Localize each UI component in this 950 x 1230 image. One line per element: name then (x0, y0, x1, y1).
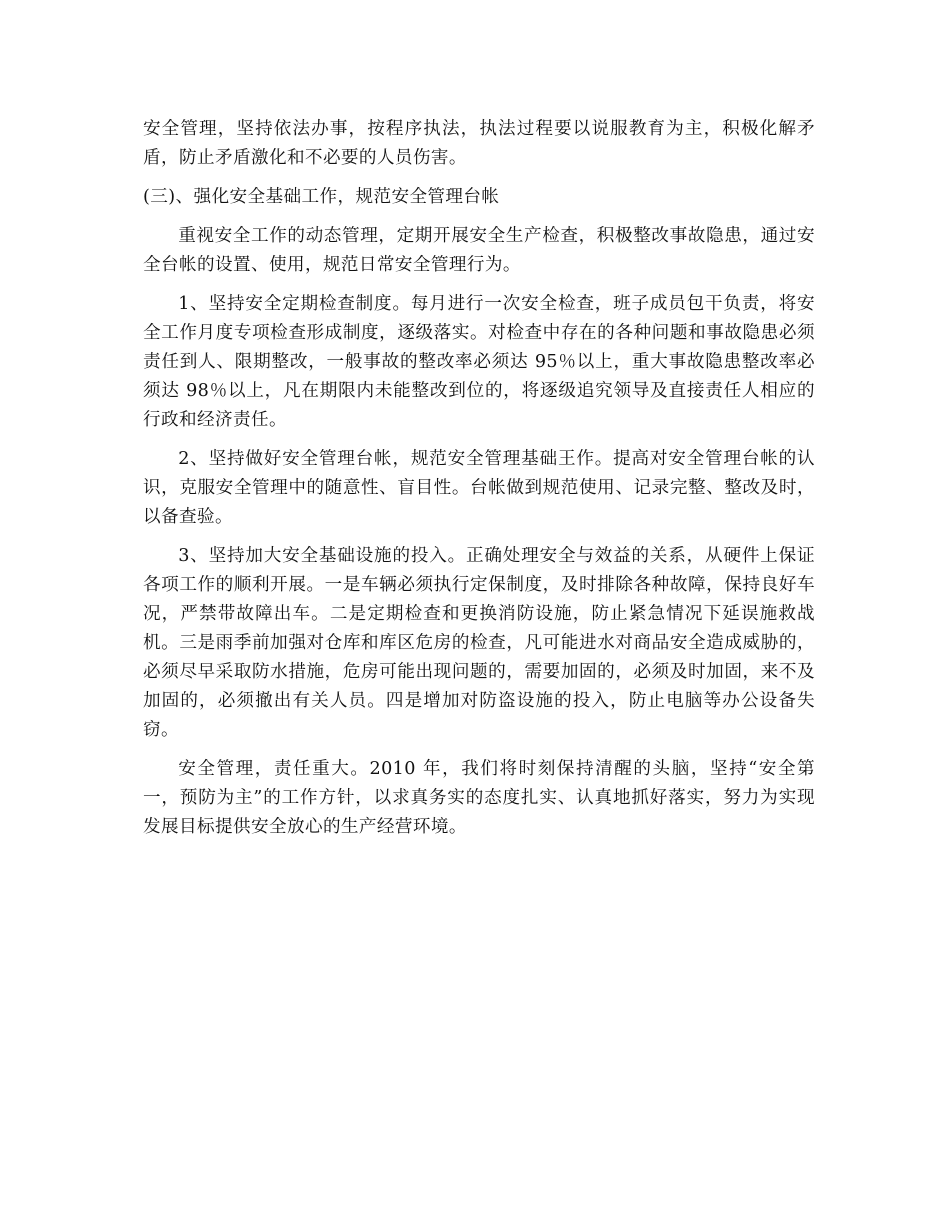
paragraph-dynamic-management: 重视安全工作的动态管理，定期开展安全生产检查，积极整改事故隐患，通过安全台帐的设置、使用，规范日常安全管理行为。 (143, 226, 815, 275)
paragraph-safety-ledger: 2、坚持做好安全管理台帐，规范安全管理基础王作。提高对安全管理台帐的认识，克服安全管理中的随意性、盲目性。台帐做到规范使用、记录完整、整改及时，以备查验。 (143, 449, 815, 527)
document-body (143, 115, 815, 852)
paragraph-periodic-inspection: 1、坚持安全定期检查制度。每月进行一次安全检查，班子成员包干负责，将安全工作月度专项检查形成制度，逐级落实。对检查中存在的各种问题和事故隐患必须责任到人、限期整改，一般事故的整改率必须达 95％以上，重大事故隐患整改率必须达 98％以上，凡在期限内未能整改到位的，将逐级追究领导及直接责任人相应的行政和经济责任。 (143, 294, 815, 430)
section-heading-3: (三)、强化安全基础工作，规范安全管理台帐 (143, 187, 500, 207)
paragraph-conclusion: 安全管理，责任重大。2010 年，我们将时刻保持清醒的头脑，坚持“安全第一，预防为主”的工作方针，以求真务实的态度扎实、认真地抓好落实，努力为实现发展目标提供安全放心的生产经营环境。 (143, 759, 815, 837)
paragraph-continuation: 安全管理，坚持依法办事，按程序执法，执法过程要以说服教育为主，积极化解矛盾，防止矛盾激化和不必要的人员伤害。 (143, 119, 815, 168)
paragraph-infrastructure-investment: 3、坚持加大安全基础设施的投入。正确处理安全与效益的关系，从硬件上保证各项工作的顺利开展。一是车辆必须执行定保制度，及时排除各种故障，保持良好车况，严禁带故障出车。二是定期检查和更换消防设施，防止紧急情况下延误施救战机。三是雨季前加强对仓库和库区危房的检查，凡可能进水对商品安全造成威胁的，必须尽早采取防水措施，危房可能出现问题的，需要加固的，必须及时加固，来不及加固的，必须撤出有关人员。四是增加对防盗设施的投入，防止电脑等办公设备失窃。 (143, 546, 815, 740)
